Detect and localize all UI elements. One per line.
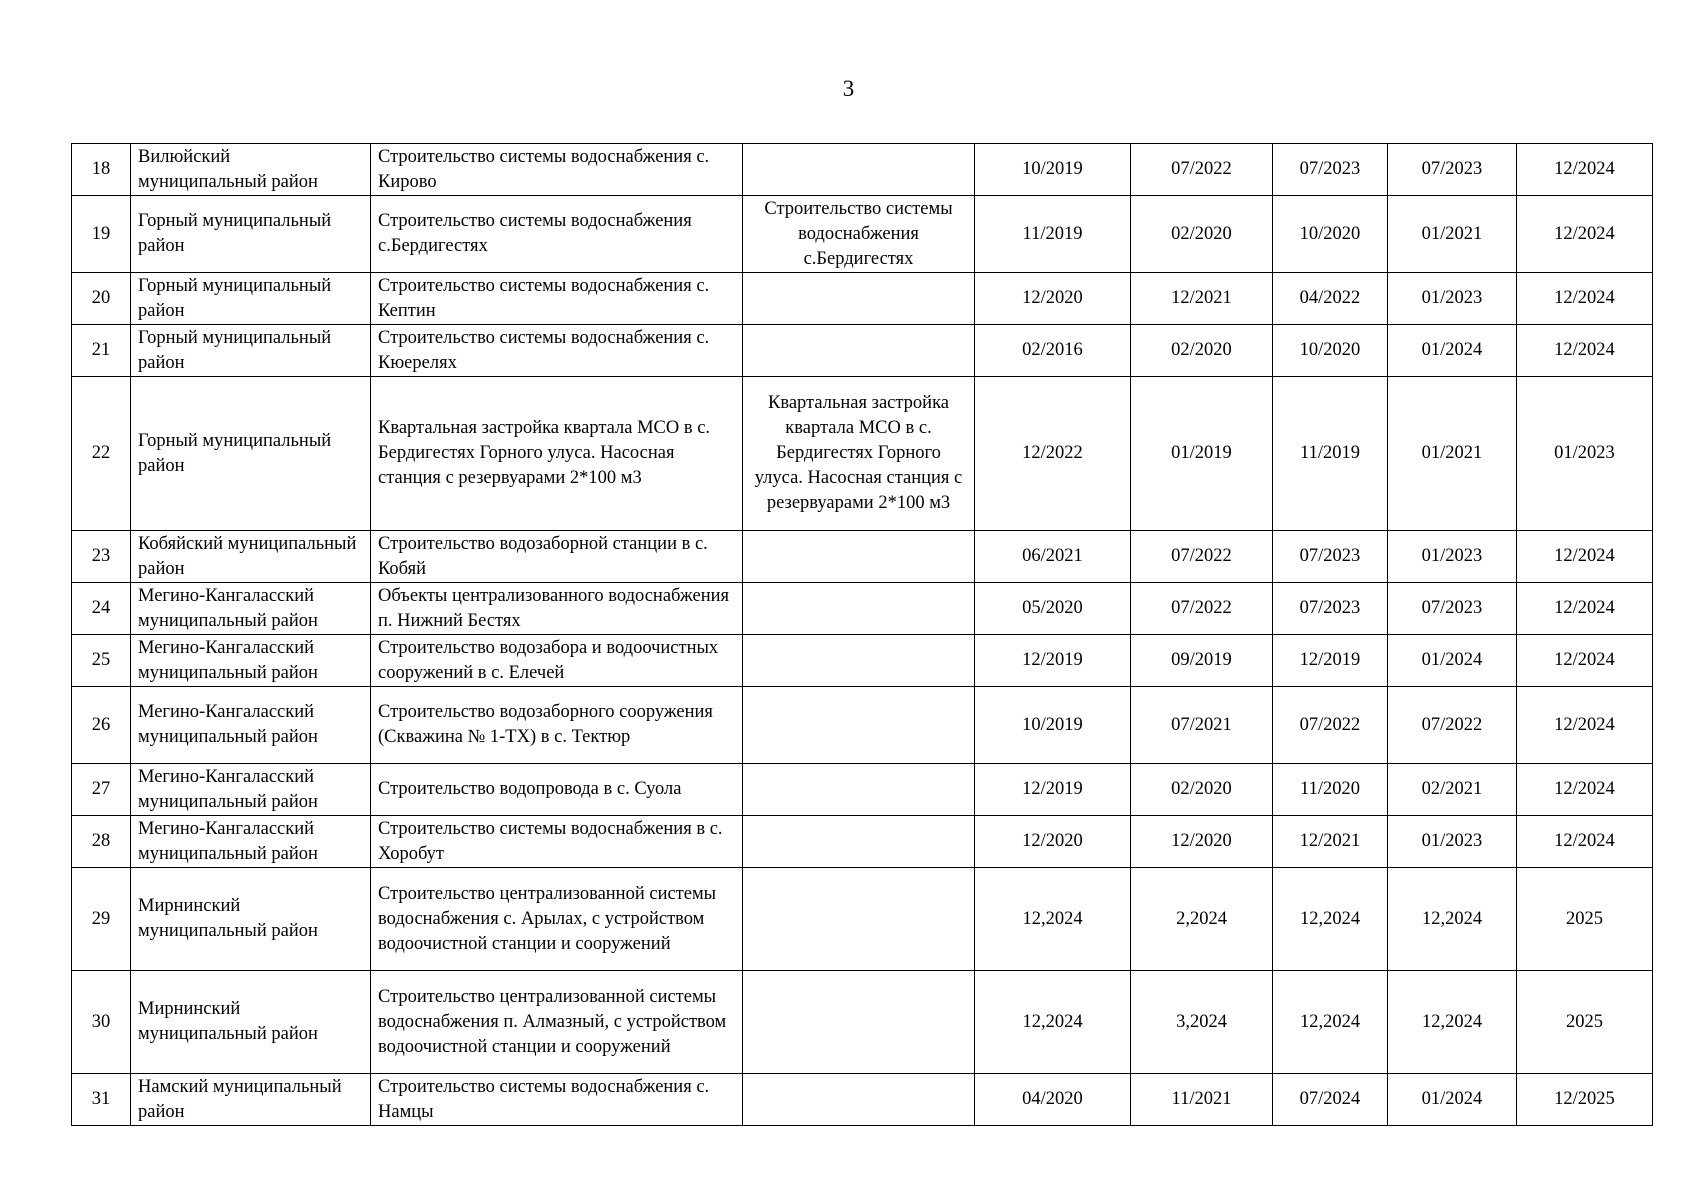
date-cell-5: 12/2024 <box>1517 635 1653 687</box>
date-cell-2: 07/2022 <box>1131 583 1273 635</box>
date-cell-4: 07/2023 <box>1388 144 1517 196</box>
row-number: 18 <box>72 144 131 196</box>
table-row <box>72 687 1653 764</box>
date-cell-5: 12/2024 <box>1517 583 1653 635</box>
date-cell-1: 10/2019 <box>975 144 1131 196</box>
date-cell-5: 12/2025 <box>1517 1074 1653 1126</box>
date-cell-2: 07/2021 <box>1131 687 1273 764</box>
object-note <box>743 531 975 583</box>
object-note <box>743 1074 975 1126</box>
date-cell-5: 12/2024 <box>1517 196 1653 273</box>
row-number: 28 <box>72 816 131 868</box>
date-cell-2: 12/2020 <box>1131 816 1273 868</box>
date-cell-4: 01/2023 <box>1388 273 1517 325</box>
date-cell-2: 09/2019 <box>1131 635 1273 687</box>
page-number: 3 <box>842 76 855 101</box>
date-cell-1: 12/2022 <box>975 377 1131 531</box>
date-cell-5: 12/2024 <box>1517 687 1653 764</box>
region-name: Кобяйский муниципальный район <box>131 531 371 583</box>
date-cell-1: 10/2019 <box>975 687 1131 764</box>
date-cell-3: 12,2024 <box>1273 971 1388 1074</box>
date-cell-3: 12,2024 <box>1273 868 1388 971</box>
projects-table <box>71 143 1653 1126</box>
date-cell-1: 12/2020 <box>975 273 1131 325</box>
object-name: Строительство водозаборного сооружения (Скважина № 1-ТХ) в с. Тектюр <box>371 687 743 764</box>
date-cell-2: 3,2024 <box>1131 971 1273 1074</box>
object-note: Квартальная застройка квартала МСО в с. Бердигестях Горного улуса. Насосная станция с резервуарами 2*100 м3 <box>743 377 975 531</box>
date-cell-3: 11/2019 <box>1273 377 1388 531</box>
table-row <box>72 1074 1653 1126</box>
date-cell-5: 2025 <box>1517 971 1653 1074</box>
object-name: Квартальная застройка квартала МСО в с. Бердигестях Горного улуса. Насосная станция с резервуарами 2*100 м3 <box>371 377 743 531</box>
table-row <box>72 816 1653 868</box>
object-name: Строительство системы водоснабжения с. Кирово <box>371 144 743 196</box>
date-cell-4: 01/2023 <box>1388 531 1517 583</box>
date-cell-4: 12,2024 <box>1388 971 1517 1074</box>
date-cell-5: 12/2024 <box>1517 531 1653 583</box>
date-cell-1: 02/2016 <box>975 325 1131 377</box>
date-cell-4: 01/2024 <box>1388 1074 1517 1126</box>
date-cell-3: 07/2024 <box>1273 1074 1388 1126</box>
date-cell-3: 07/2022 <box>1273 687 1388 764</box>
region-name: Мегино-Кангаласский муниципальный район <box>131 635 371 687</box>
object-name: Строительство системы водоснабжения с. Кюерелях <box>371 325 743 377</box>
table-row <box>72 196 1653 273</box>
object-note <box>743 635 975 687</box>
table-body <box>72 144 1653 1126</box>
date-cell-4: 01/2023 <box>1388 816 1517 868</box>
date-cell-3: 12/2021 <box>1273 816 1388 868</box>
date-cell-5: 12/2024 <box>1517 816 1653 868</box>
object-note <box>743 583 975 635</box>
object-name: Строительство централизованной системы водоснабжения с. Арылах, с устройством водоочистной станции и сооружений <box>371 868 743 971</box>
table-row <box>72 325 1653 377</box>
object-name: Строительство централизованной системы водоснабжения п. Алмазный, с устройством водоочистной станции и сооружений <box>371 971 743 1074</box>
date-cell-2: 07/2022 <box>1131 144 1273 196</box>
object-name: Строительство системы водоснабжения в с. Хоробут <box>371 816 743 868</box>
date-cell-1: 11/2019 <box>975 196 1131 273</box>
date-cell-1: 12/2019 <box>975 635 1131 687</box>
row-number: 31 <box>72 1074 131 1126</box>
object-note <box>743 764 975 816</box>
date-cell-3: 10/2020 <box>1273 325 1388 377</box>
table-row <box>72 868 1653 971</box>
region-name: Мирнинский муниципальный район <box>131 971 371 1074</box>
date-cell-3: 07/2023 <box>1273 144 1388 196</box>
date-cell-1: 12,2024 <box>975 971 1131 1074</box>
table-row <box>72 144 1653 196</box>
date-cell-4: 01/2024 <box>1388 325 1517 377</box>
object-note <box>743 816 975 868</box>
date-cell-3: 04/2022 <box>1273 273 1388 325</box>
region-name: Горный муниципальный район <box>131 377 371 531</box>
table-row <box>72 273 1653 325</box>
date-cell-5: 01/2023 <box>1517 377 1653 531</box>
table-row <box>72 531 1653 583</box>
date-cell-5: 12/2024 <box>1517 273 1653 325</box>
object-name: Строительство системы водоснабжения с. Намцы <box>371 1074 743 1126</box>
date-cell-2: 02/2020 <box>1131 764 1273 816</box>
date-cell-4: 01/2024 <box>1388 635 1517 687</box>
region-name: Мегино-Кангаласский муниципальный район <box>131 816 371 868</box>
row-number: 24 <box>72 583 131 635</box>
object-note <box>743 971 975 1074</box>
row-number: 30 <box>72 971 131 1074</box>
date-cell-4: 01/2021 <box>1388 377 1517 531</box>
region-name: Мирнинский муниципальный район <box>131 868 371 971</box>
row-number: 27 <box>72 764 131 816</box>
table-row <box>72 583 1653 635</box>
date-cell-5: 12/2024 <box>1517 144 1653 196</box>
table-row <box>72 635 1653 687</box>
object-note <box>743 144 975 196</box>
date-cell-4: 01/2021 <box>1388 196 1517 273</box>
date-cell-4: 12,2024 <box>1388 868 1517 971</box>
object-name: Строительство системы водоснабжения с. Кептин <box>371 273 743 325</box>
date-cell-2: 2,2024 <box>1131 868 1273 971</box>
row-number: 19 <box>72 196 131 273</box>
date-cell-5: 2025 <box>1517 868 1653 971</box>
row-number: 23 <box>72 531 131 583</box>
date-cell-1: 04/2020 <box>975 1074 1131 1126</box>
date-cell-2: 12/2021 <box>1131 273 1273 325</box>
date-cell-1: 12,2024 <box>975 868 1131 971</box>
table-row <box>72 764 1653 816</box>
date-cell-2: 02/2020 <box>1131 196 1273 273</box>
object-name: Строительство водопровода в с. Суола <box>371 764 743 816</box>
date-cell-3: 07/2023 <box>1273 583 1388 635</box>
date-cell-1: 12/2019 <box>975 764 1131 816</box>
object-name: Объекты централизованного водоснабжения п. Нижний Бестях <box>371 583 743 635</box>
date-cell-4: 07/2023 <box>1388 583 1517 635</box>
object-note <box>743 687 975 764</box>
object-note: Строительство системы водоснабжения с.Бердигестях <box>743 196 975 273</box>
region-name: Горный муниципальный район <box>131 325 371 377</box>
region-name: Мегино-Кангаласский муниципальный район <box>131 687 371 764</box>
region-name: Горный муниципальный район <box>131 196 371 273</box>
object-name: Строительство водозаборной станции в с. Кобяй <box>371 531 743 583</box>
region-name: Мегино-Кангаласский муниципальный район <box>131 764 371 816</box>
table-row <box>72 377 1653 531</box>
date-cell-2: 07/2022 <box>1131 531 1273 583</box>
region-name: Вилюйский муниципальный район <box>131 144 371 196</box>
object-note <box>743 325 975 377</box>
date-cell-1: 06/2021 <box>975 531 1131 583</box>
date-cell-2: 11/2021 <box>1131 1074 1273 1126</box>
region-name: Мегино-Кангаласский муниципальный район <box>131 583 371 635</box>
date-cell-2: 01/2019 <box>1131 377 1273 531</box>
region-name: Горный муниципальный район <box>131 273 371 325</box>
object-name: Строительство системы водоснабжения с.Бердигестях <box>371 196 743 273</box>
row-number: 21 <box>72 325 131 377</box>
date-cell-3: 10/2020 <box>1273 196 1388 273</box>
row-number: 29 <box>72 868 131 971</box>
row-number: 25 <box>72 635 131 687</box>
date-cell-3: 12/2019 <box>1273 635 1388 687</box>
region-name: Намский муниципальный район <box>131 1074 371 1126</box>
table-row <box>72 971 1653 1074</box>
date-cell-4: 02/2021 <box>1388 764 1517 816</box>
row-number: 22 <box>72 377 131 531</box>
date-cell-3: 11/2020 <box>1273 764 1388 816</box>
object-note <box>743 273 975 325</box>
row-number: 26 <box>72 687 131 764</box>
date-cell-3: 07/2023 <box>1273 531 1388 583</box>
date-cell-2: 02/2020 <box>1131 325 1273 377</box>
object-name: Строительство водозабора и водоочистных сооружений в с. Елечей <box>371 635 743 687</box>
date-cell-5: 12/2024 <box>1517 764 1653 816</box>
object-note <box>743 868 975 971</box>
date-cell-1: 12/2020 <box>975 816 1131 868</box>
date-cell-4: 07/2022 <box>1388 687 1517 764</box>
row-number: 20 <box>72 273 131 325</box>
date-cell-5: 12/2024 <box>1517 325 1653 377</box>
date-cell-1: 05/2020 <box>975 583 1131 635</box>
